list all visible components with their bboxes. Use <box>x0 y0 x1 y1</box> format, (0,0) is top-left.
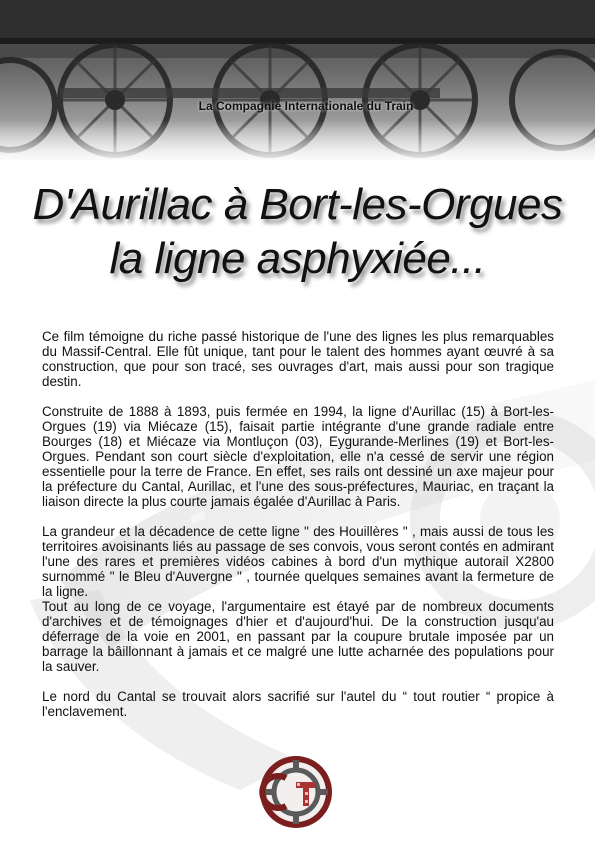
paragraph-voyage: Tout au long de ce voyage, l'argumentaire est étayé par de nombreux documents d'archives et de témoignages d'hier et d'aujourd'hui. De la construction jusqu'au déferrage de la voie en 2001, en passant par la coupure brutale imposée par un barrage la bâillonnant à jamais et ce malgré une lutte acharnée des populations pour la sauver. <box>42 599 554 674</box>
header-locomotive-photo <box>0 0 595 160</box>
title-line-1: D'Aurillac à Bort-les-Orgues <box>32 180 563 229</box>
company-name: La Compagnie Internationale du Train <box>198 99 414 113</box>
cit-logo-icon <box>256 752 336 832</box>
paragraph-conclusion: Le nord du Cantal se trouvait alors sacrifié sur l'autel du “ tout routier “ propice à l'enclavement. <box>42 689 554 719</box>
page-title <box>0 178 595 286</box>
paragraph-intro: Ce film témoigne du riche passé historique de l'une des lignes les plus remarquables du Massif-Central. Elle fût unique, tant pour le talent des hommes ayant œuvré à sa construction, que pour son tracé, ses ouvrages d'art, mais aussi pour son tragique destin. <box>42 329 554 389</box>
paragraph-grandeur: La grandeur et la décadence de cette ligne " des Houillères " , mais aussi de tous les territoires avoisinants liés au passage de ses convois, vous seront contés en admirant l'une des rares et premières vidéos cabines à bord d'un mythique autorail X2800 surnommé " le Bleu d'Auvergne " , tournée quelques semaines avant la fermeture de la ligne. <box>42 524 554 599</box>
title-line-2: la ligne asphyxiée... <box>109 234 486 283</box>
paragraph-history: Construite de 1888 à 1893, puis fermée en 1994, la ligne d'Aurillac (15) à Bort-les-Orgues (19) via Miécaze (15), faisait partie intégrante d'une grande radiale entre Bourges (18) et Miécaze via Montluçon (03), Eygurande-Merlines (19) et Bort-les-Orgues. Pendant son court siècle d'exploitation, elle n'a cessé de servir une région essentielle pour la terre de France. En effet, ses rails ont dessiné un axe majeur pour la préfecture du Cantal, Aurillac, et l'une des sous-préfectures, Mauriac, en traçant la liaison directe la plus courte jamais égalée d'Aurillac à Paris. <box>42 404 554 509</box>
article-body <box>42 329 554 734</box>
